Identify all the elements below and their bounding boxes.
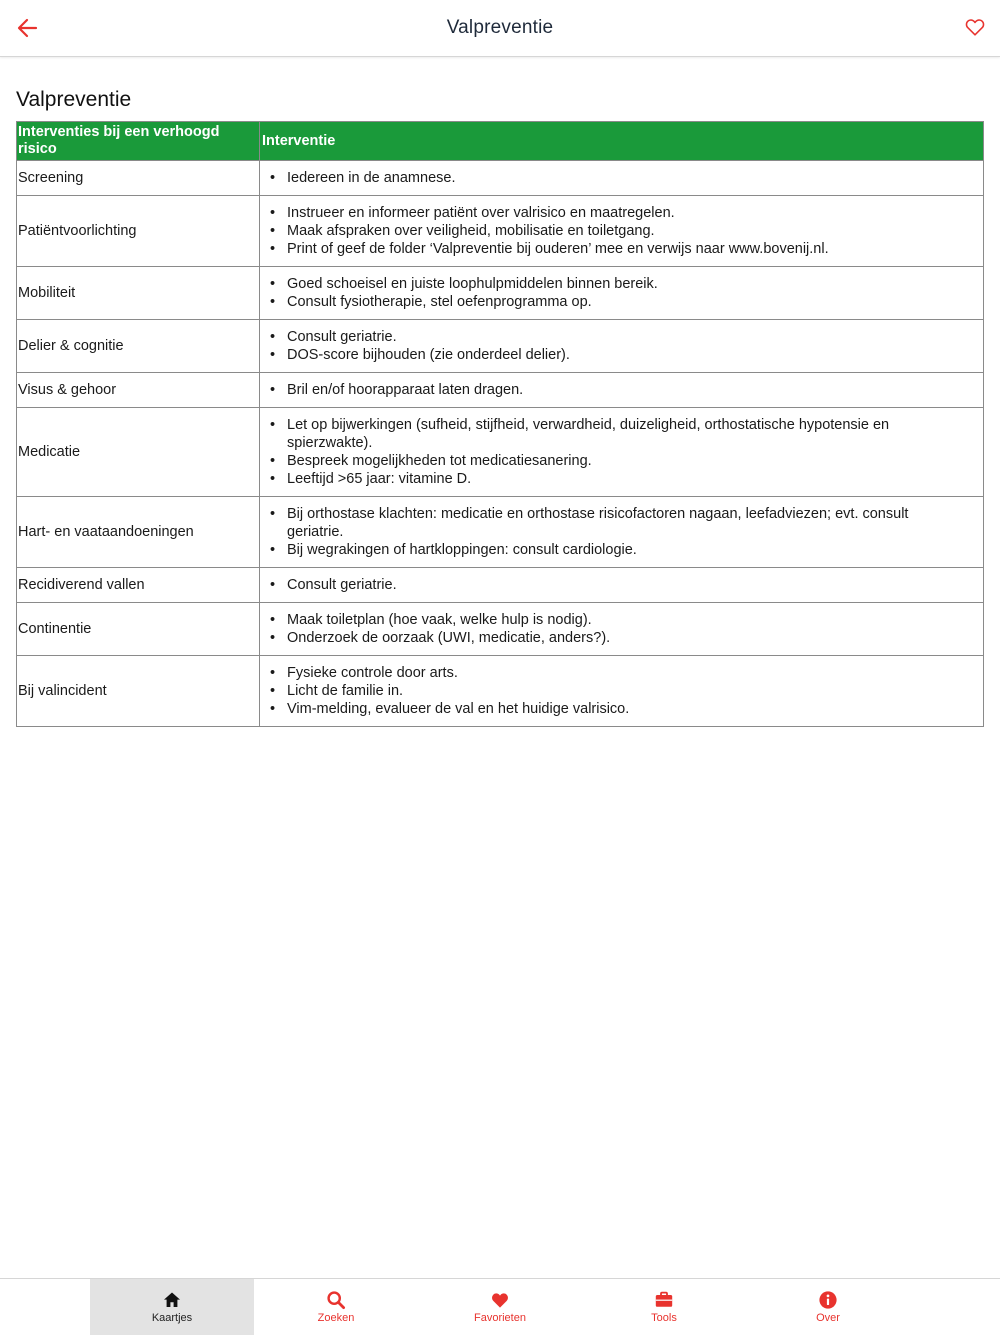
nav-title: Valpreventie: [446, 17, 554, 38]
table-row: [17, 603, 984, 656]
tab-zoeken[interactable]: [254, 1279, 418, 1335]
tab-tools[interactable]: [582, 1279, 746, 1335]
list-item: • DOS-score bijhouden (zie onderdeel delier).: [287, 346, 963, 364]
column-header-risk: Interventies bij een verhoogd risico: [17, 122, 260, 161]
tab-label: Kaartjes: [151, 1312, 193, 1324]
list-item: • Onderzoek de oorzaak (UWI, medicatie, anders?).: [287, 629, 963, 647]
list-item: • Vim-melding, evalueer de val en het huidige valrisico.: [287, 700, 963, 718]
intervention-list: [262, 204, 963, 258]
table-row: [17, 568, 984, 603]
tab-kaartjes[interactable]: [90, 1279, 254, 1335]
search-icon: [326, 1290, 346, 1310]
info-icon: [818, 1290, 838, 1310]
list-item: • Goed schoeisel en juiste loophulpmiddelen binnen bereik.: [287, 275, 963, 293]
list-item: • Consult fysiotherapie, stel oefenprogramma op.: [287, 293, 963, 311]
list-item: • Bij wegrakingen of hartkloppingen: consult cardiologie.: [287, 541, 963, 559]
tab-favorieten[interactable]: [418, 1279, 582, 1335]
tab-label: Tools: [651, 1312, 677, 1324]
table-row: [17, 267, 984, 320]
list-item: • Consult geriatrie.: [287, 328, 963, 346]
table-row: [17, 373, 984, 408]
list-item: • Bij orthostase klachten: medicatie en orthostase risicofactoren nagaan, leefadviezen; evt. consult geriatrie.: [287, 505, 963, 541]
row-category: Medicatie: [17, 408, 260, 497]
row-category: Patiëntvoorlichting: [17, 196, 260, 267]
intervention-list: [262, 275, 963, 311]
intervention-list: [262, 328, 963, 364]
table-row: [17, 320, 984, 373]
intervention-list: [262, 505, 963, 559]
intervention-list: [262, 576, 963, 594]
row-interventions: [260, 320, 984, 373]
intervention-list: [262, 169, 963, 187]
list-item: • Maak afspraken over veiligheid, mobilisatie en toiletgang.: [287, 222, 963, 240]
row-category: Screening: [17, 161, 260, 196]
tab-label: Zoeken: [317, 1312, 355, 1324]
home-icon: [162, 1290, 182, 1310]
row-interventions: [260, 568, 984, 603]
heart-icon: [490, 1290, 510, 1310]
intervention-list: [262, 381, 963, 399]
page-heading: Valpreventie: [16, 88, 132, 111]
row-interventions: [260, 267, 984, 320]
row-category: Hart- en vaataandoeningen: [17, 497, 260, 568]
heart-outline-icon[interactable]: [964, 16, 986, 38]
table-row: [17, 161, 984, 196]
row-category: Continentie: [17, 603, 260, 656]
top-nav-bar: [0, 0, 1000, 57]
tab-label: Over: [816, 1312, 840, 1324]
list-item: • Bespreek mogelijkheden tot medicatiesanering.: [287, 452, 963, 470]
list-item: • Maak toiletplan (hoe vaak, welke hulp is nodig).: [287, 611, 963, 629]
list-item: • Instrueer en informeer patiënt over valrisico en maatregelen.: [287, 204, 963, 222]
row-interventions: [260, 196, 984, 267]
tab-label: Favorieten: [474, 1312, 526, 1324]
content-area[interactable]: [0, 57, 1000, 1277]
row-category: Bij valincident: [17, 656, 260, 727]
list-item: • Fysieke controle door arts.: [287, 664, 963, 682]
table-row: [17, 497, 984, 568]
row-interventions: [260, 603, 984, 656]
row-interventions: [260, 497, 984, 568]
row-category: Mobiliteit: [17, 267, 260, 320]
row-interventions: [260, 656, 984, 727]
toolbox-icon: [654, 1290, 674, 1310]
bottom-tab-bar: [0, 1278, 1000, 1335]
intervention-list: [262, 611, 963, 647]
row-interventions: [260, 373, 984, 408]
row-category: Recidiverend vallen: [17, 568, 260, 603]
tab-over[interactable]: [746, 1279, 910, 1335]
column-header-intervention: Interventie: [260, 122, 984, 161]
row-category: Delier & cognitie: [17, 320, 260, 373]
table-row: [17, 408, 984, 497]
list-item: • Let op bijwerkingen (sufheid, stijfheid, verwardheid, duizeligheid, orthostatische hypotensie en spierzwakte).: [287, 416, 963, 452]
list-item: • Print of geef de folder ‘Valpreventie bij ouderen’ mee en verwijs naar www.bovenij.nl.: [287, 240, 963, 258]
table-row: [17, 656, 984, 727]
row-interventions: [260, 408, 984, 497]
list-item: • Iedereen in de anamnese.: [287, 169, 963, 187]
interventions-table: [16, 121, 984, 727]
list-item: • Consult geriatrie.: [287, 576, 963, 594]
list-item: • Bril en/of hoorapparaat laten dragen.: [287, 381, 963, 399]
list-item: • Leeftijd >65 jaar: vitamine D.: [287, 470, 963, 488]
intervention-list: [262, 416, 963, 488]
table-row: [17, 196, 984, 267]
list-item: • Licht de familie in.: [287, 682, 963, 700]
row-category: Visus & gehoor: [17, 373, 260, 408]
table-header-row: [17, 122, 984, 161]
intervention-list: [262, 664, 963, 718]
row-interventions: [260, 161, 984, 196]
table-body: [17, 161, 984, 727]
